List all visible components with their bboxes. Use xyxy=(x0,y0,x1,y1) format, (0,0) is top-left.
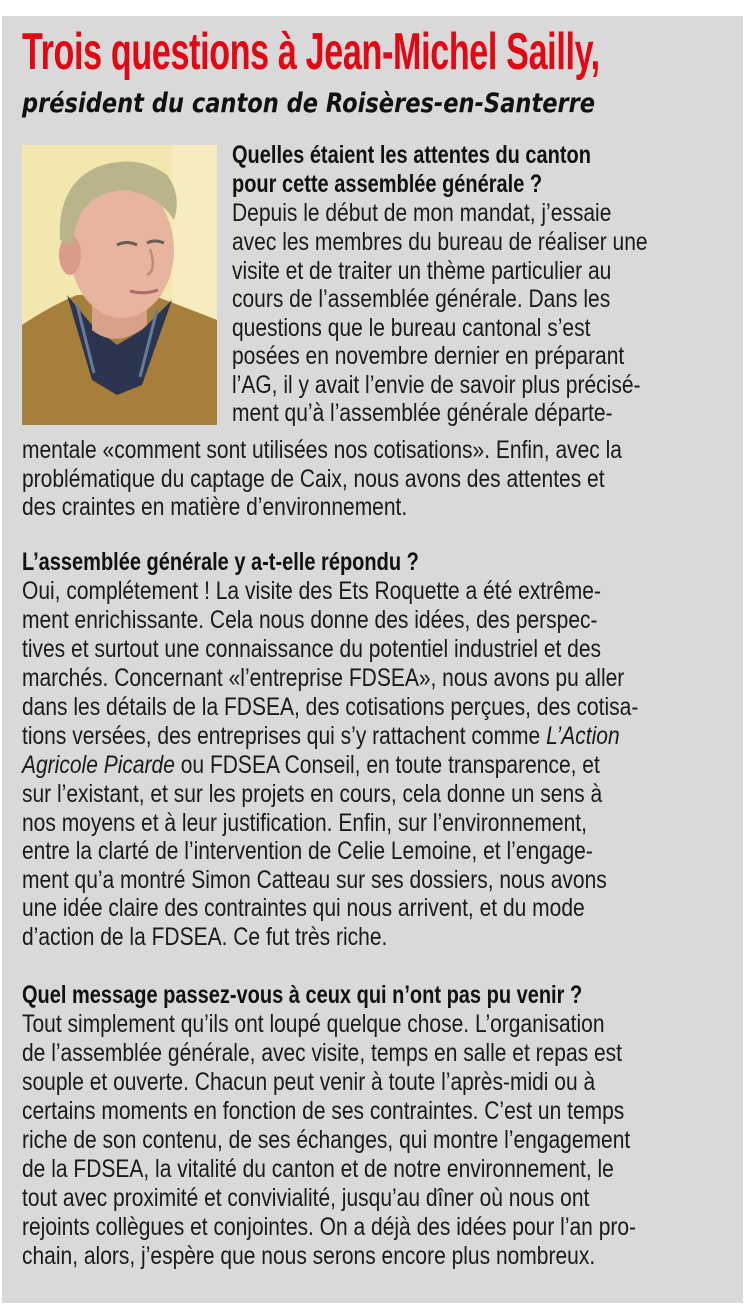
answer-3-line: de la FDSEA, la vitalité du canton et de notre environnement, le xyxy=(22,1155,614,1183)
question-1-line-1: Quelles étaient les attentes du canton xyxy=(232,141,591,169)
answer-2-line: dans les détails de la FDSEA, des cotisations perçues, des cotisa- xyxy=(22,693,639,721)
answer-2-line: Oui, complétement ! La visite des Ets Roquette a été extrême- xyxy=(22,577,601,605)
answer-1-line: avec les membres du bureau de réaliser une xyxy=(232,228,648,256)
article-subtitle: président du canton de Roisères-en-Santerre xyxy=(22,88,596,119)
answer-1-line: problématique du captage de Caix, nous avons des attentes et xyxy=(22,465,605,493)
answer-2-line-text: tions versées, des entreprises qui s’y rattachent comme xyxy=(22,722,547,750)
portrait-photo xyxy=(22,145,217,425)
answer-3-line: souple et ouverte. Chacun peut venir à toute l’après-midi ou à xyxy=(22,1068,596,1096)
answer-1-line: visite et de traiter un thème particulier au xyxy=(232,257,612,285)
answer-3-line: riche de son contenu, de ses échanges, qui montre l’engagement xyxy=(22,1126,631,1154)
answer-3-line: tout avec proximité et convivialité, jusqu’au dîner où nous ont xyxy=(22,1184,590,1212)
answer-2-line: nos moyens et à leur justification. Enfin, sur l’environnement, xyxy=(22,809,587,837)
question-3: Quel message passez-vous à ceux qui n’ont pas pu venir ? xyxy=(22,981,583,1009)
answer-3-line: certains moments en fonction de ses contraintes. C’est un temps xyxy=(22,1097,625,1125)
answer-2-line: ment qu’a montré Simon Catteau sur ses dossiers, nous avons xyxy=(22,866,607,894)
answer-2-line: marchés. Concernant «l’entreprise FDSEA», nous avons pu aller xyxy=(22,664,625,692)
answer-1-line: mentale «comment sont utilisées nos cotisations». Enfin, avec la xyxy=(22,436,622,464)
publication-name-italic: L’Action xyxy=(546,722,620,750)
answer-2-line-text: ou FDSEA Conseil, en toute transparence, et xyxy=(180,751,600,779)
answer-3-line: rejoints collègues et conjointes. On a déjà des idées pour l’an pro- xyxy=(22,1213,637,1241)
question-2: L’assemblée générale y a-t-elle répondu ? xyxy=(22,548,419,576)
answer-1-line: questions que le bureau cantonal s’est xyxy=(232,314,591,342)
answer-1-line: ment qu’à l’assemblée générale départe- xyxy=(232,399,613,427)
answer-1-line: des craintes en matière d’environnement. xyxy=(22,493,408,521)
answer-1-line: cours de l’assemblée générale. Dans les xyxy=(232,285,611,313)
publication-name-italic: Agricole Picarde xyxy=(22,751,175,779)
answer-1-line: l’AG, il y avait l’envie de savoir plus précisé- xyxy=(232,371,641,399)
answer-2-line: ment enrichissante. Cela nous donne des idées, des perspec- xyxy=(22,606,598,634)
article-title: Trois questions à Jean-Michel Sailly, xyxy=(22,23,600,81)
answer-2-line: une idée claire des contraintes qui nous arrivent, et du mode xyxy=(22,894,585,922)
answer-2-line: sur l’existant, et sur les projets en cours, cela donne un sens à xyxy=(22,780,603,808)
answer-2-line: d’action de la FDSEA. Ce fut très riche. xyxy=(22,923,388,951)
answer-1-line: posées en novembre dernier en préparant xyxy=(232,342,625,370)
answer-2-line xyxy=(22,751,600,780)
answer-3-line: chain, alors, j’espère que nous serons encore plus nombreux. xyxy=(22,1242,596,1270)
answer-3-line: de l’assemblée générale, avec visite, temps en salle et repas est xyxy=(22,1039,622,1067)
portrait-image xyxy=(22,145,217,425)
answer-1-line: Depuis le début de mon mandat, j’essaie xyxy=(232,199,612,227)
answer-2-line: tives et surtout une connaissance du potentiel industriel et des xyxy=(22,635,602,663)
question-1-line-2: pour cette assemblée générale ? xyxy=(232,170,543,198)
answer-3-line: Tout simplement qu’ils ont loupé quelque chose. L’organisation xyxy=(22,1010,605,1038)
answer-2-line xyxy=(22,722,620,751)
answer-2-line: entre la clarté de l’intervention de Celie Lemoine, et l’engage- xyxy=(22,837,593,865)
